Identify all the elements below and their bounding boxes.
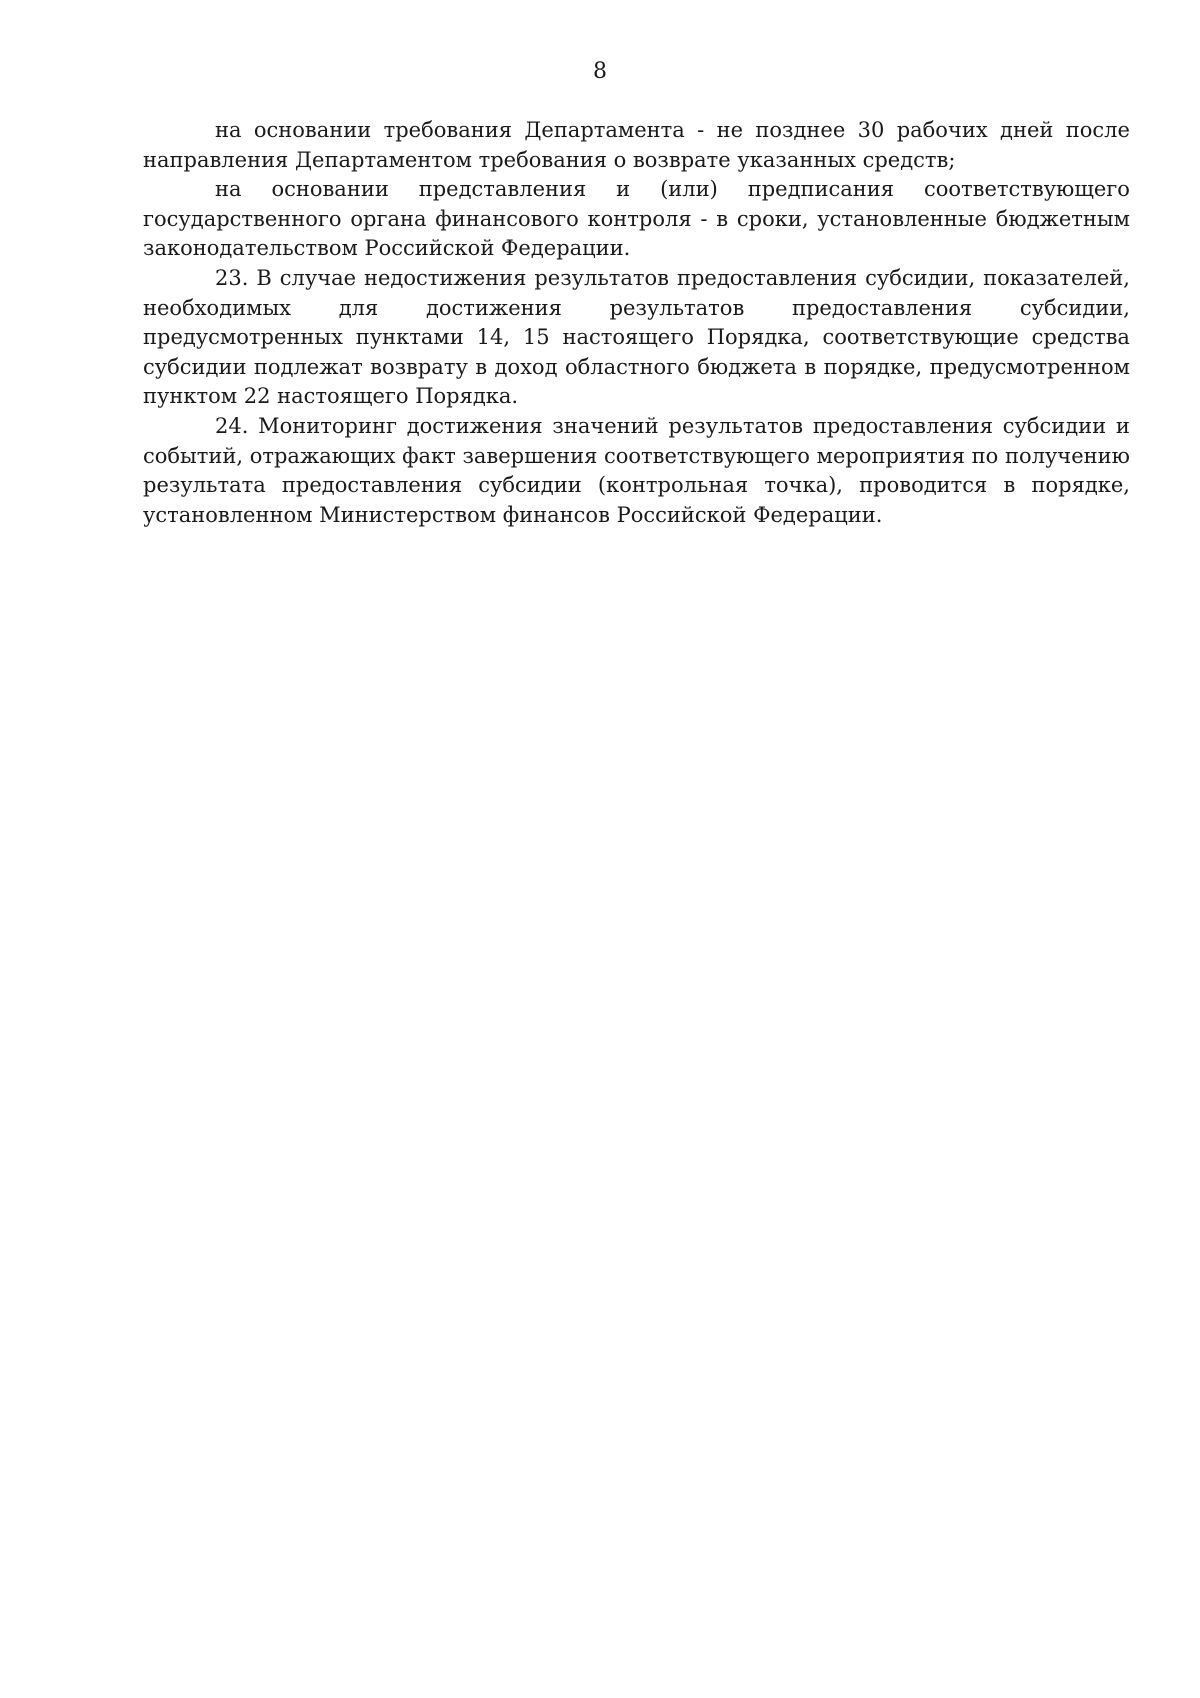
word: событий,	[143, 443, 244, 468]
word: соответствующего	[603, 443, 810, 468]
word: результата	[143, 473, 266, 498]
word: и	[616, 177, 631, 202]
word: государственного	[143, 206, 342, 231]
word: Департамента	[524, 118, 685, 142]
word: настоящего	[562, 325, 694, 350]
document-body	[143, 116, 1130, 530]
paragraph-line: направления Департаментом требования о возврате указанных средств;	[143, 147, 956, 172]
word: значений	[552, 413, 659, 438]
word: В	[256, 265, 272, 290]
word: точка),	[764, 473, 843, 498]
word: бюджетным	[995, 206, 1130, 231]
word: случае	[279, 265, 357, 290]
paragraph-refund-by-department-demand	[143, 116, 1130, 175]
paragraph-item-24	[143, 412, 1130, 530]
word: 15	[522, 325, 550, 350]
word: требования	[383, 118, 512, 142]
word: установленные	[817, 206, 987, 231]
word: предоставления	[791, 295, 973, 320]
word: и	[1115, 413, 1130, 438]
word: получению	[1004, 443, 1130, 468]
paragraph-line: законодательством Российской Федерации.	[143, 236, 631, 261]
paragraph-line	[143, 412, 1130, 442]
word: основании	[253, 118, 372, 142]
word: дней	[1000, 118, 1054, 142]
word: финансового	[435, 206, 579, 231]
word: предоставления	[812, 413, 993, 438]
word: необходимых	[143, 295, 292, 320]
word: Мониторинг	[258, 413, 397, 438]
word: (или)	[660, 177, 718, 202]
word: доход	[494, 354, 558, 379]
item-number: 24.	[215, 413, 249, 438]
word: основании	[271, 177, 389, 202]
paragraph-line	[143, 323, 1130, 353]
word: средства	[1031, 325, 1130, 350]
word: предписания	[747, 177, 895, 202]
paragraph-line	[143, 175, 1130, 205]
word: в	[475, 354, 488, 379]
word: 14,	[476, 325, 511, 350]
word: сроки,	[736, 206, 809, 231]
page-number: 8	[593, 59, 607, 84]
paragraph-item-23	[143, 264, 1130, 412]
word: на	[215, 118, 242, 142]
word: предоставления	[676, 265, 858, 290]
word: проводится	[859, 473, 988, 498]
word: пунктами	[355, 325, 464, 350]
word: для	[338, 295, 379, 320]
word: предоставления	[281, 473, 463, 498]
word: результатов	[534, 265, 670, 290]
word: по	[971, 443, 999, 468]
word: после	[1065, 118, 1130, 142]
word: субсидии,	[1019, 295, 1130, 320]
word: в	[716, 206, 729, 231]
word: результатов	[609, 295, 745, 320]
word: предусмотренном	[929, 354, 1130, 379]
paragraph-line	[143, 116, 1130, 146]
paragraph-line	[143, 471, 1130, 501]
word: результатов	[668, 413, 804, 438]
word: бюджета	[697, 354, 797, 379]
word: предусмотренных	[143, 325, 343, 350]
word: отражающих	[249, 443, 396, 468]
word: не	[716, 118, 744, 142]
word: соответствующего	[923, 177, 1130, 202]
word: -	[700, 206, 708, 231]
word: подлежат	[253, 354, 363, 379]
paragraph-line	[143, 205, 1130, 235]
word: достижения	[425, 295, 562, 320]
word: показателей,	[983, 265, 1130, 290]
word: на	[215, 177, 242, 202]
word: представления	[418, 177, 587, 202]
word: завершения	[462, 443, 598, 468]
word: недостижения	[364, 265, 527, 290]
word: позднее	[755, 118, 846, 142]
word: факт	[402, 443, 456, 468]
word: достижения	[406, 413, 543, 438]
word: контроля	[587, 206, 692, 231]
word: субсидии	[1002, 413, 1107, 438]
word: соответствующие	[822, 325, 1019, 350]
word: (контрольная	[597, 473, 749, 498]
paragraph-line	[143, 294, 1130, 324]
word: субсидии	[143, 354, 247, 379]
word: Порядка,	[706, 325, 810, 350]
word: органа	[350, 206, 427, 231]
paragraph-line	[143, 353, 1130, 383]
word: областного	[564, 354, 690, 379]
paragraph-line: установленном Министерством финансов Российской Федерации.	[143, 502, 883, 527]
word: рабочих	[896, 118, 988, 142]
word: возврату	[370, 354, 468, 379]
word: субсидии	[478, 473, 582, 498]
paragraph-refund-by-financial-control	[143, 175, 1130, 264]
paragraph-line	[143, 442, 1130, 472]
word: в	[1003, 473, 1016, 498]
paragraph-line	[143, 264, 1130, 294]
word: мероприятия	[816, 443, 966, 468]
paragraph-line: пунктом 22 настоящего Порядка.	[143, 384, 519, 409]
word: субсидии,	[865, 265, 976, 290]
item-number: 23.	[215, 265, 249, 290]
word: -	[697, 118, 705, 142]
word: в	[804, 354, 817, 379]
word: 30	[857, 118, 885, 142]
word: порядке,	[1031, 473, 1130, 498]
word: порядке,	[823, 354, 923, 379]
